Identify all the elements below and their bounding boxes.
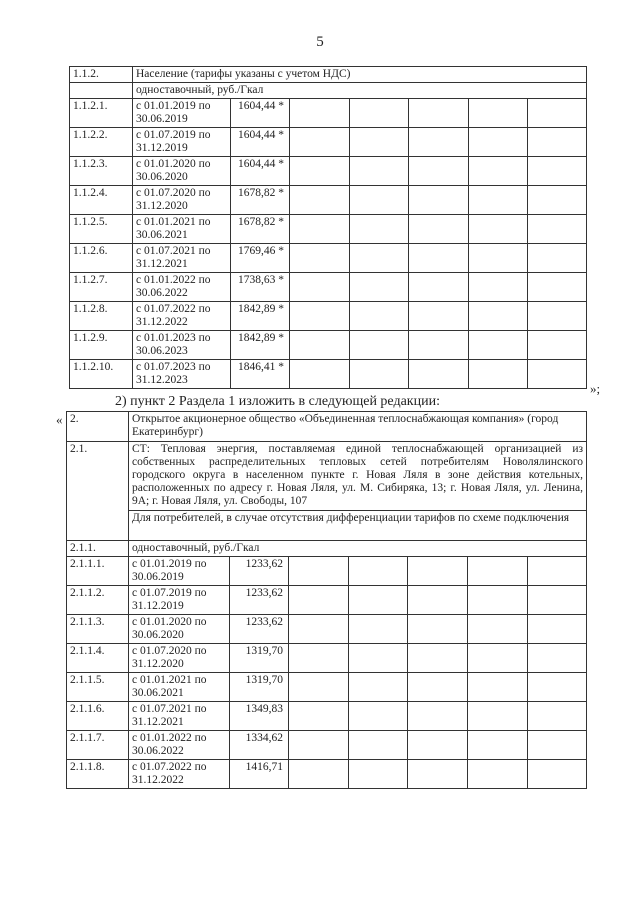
period-cell: с 01.01.2022 по 30.06.2022 bbox=[133, 273, 231, 302]
section-number: 2.1. bbox=[67, 442, 129, 541]
period-cell: с 01.01.2022 по 30.06.2022 bbox=[129, 731, 230, 760]
tariff-table-company bbox=[66, 411, 587, 789]
empty-cell bbox=[469, 244, 528, 273]
empty-cell bbox=[528, 673, 587, 702]
empty-cell bbox=[469, 99, 528, 128]
row-number: 2.1.1.4. bbox=[67, 644, 129, 673]
row-number: 1.1.2.9. bbox=[70, 331, 133, 360]
row-number: 2.1.1.5. bbox=[67, 673, 129, 702]
empty-cell bbox=[468, 731, 528, 760]
empty-cell bbox=[409, 128, 469, 157]
period-cell: с 01.07.2021 по 31.12.2021 bbox=[129, 702, 230, 731]
empty-cell bbox=[350, 331, 409, 360]
empty-cell bbox=[289, 760, 349, 789]
tariff-value: 1604,44 * bbox=[231, 157, 290, 186]
period-cell: с 01.07.2020 по 31.12.2020 bbox=[129, 644, 230, 673]
tariff-value: 1319,70 bbox=[230, 673, 289, 702]
consumers-text: Для потребителей, в случае отсутствия дифференциации тарифов по схеме подключения bbox=[129, 511, 587, 541]
tariff-value: 1604,44 * bbox=[231, 128, 290, 157]
amendment-instruction: 2) пункт 2 Раздела 1 изложить в следующей редакции: bbox=[115, 394, 440, 409]
empty-cell bbox=[469, 273, 528, 302]
row-number: 1.1.2.6. bbox=[70, 244, 133, 273]
tariff-value: 1319,70 bbox=[230, 644, 289, 673]
row-number: 2.1.1.3. bbox=[67, 615, 129, 644]
tariff-row bbox=[67, 644, 587, 673]
tariff-value: 1842,89 * bbox=[231, 302, 290, 331]
section-text: СТ: Тепловая энергия, поставляемая единой теплоснабжающей организацией из собственных распределительных тепловых сетей потребителям Новолялинского городского округа в населенном пункте г. Новая Ляля в зоне действия котельных, расположенных по адресу г. Новая Ляля, ул. М. Сибиряка, 13; г. Новая Ляля, ул. Ленина, 9А; г. Новая Ляля, ул. Свободы, 107 bbox=[129, 442, 587, 511]
tariff-row bbox=[67, 673, 587, 702]
period-cell: с 01.01.2020 по 30.06.2020 bbox=[129, 615, 230, 644]
period-cell: с 01.01.2019 по 30.06.2019 bbox=[133, 99, 231, 128]
empty-cell bbox=[468, 586, 528, 615]
period-cell: с 01.01.2019 по 30.06.2019 bbox=[129, 557, 230, 586]
opening-quote: « bbox=[56, 412, 63, 427]
empty-cell bbox=[289, 586, 349, 615]
closing-quote: »; bbox=[590, 381, 601, 396]
empty-cell bbox=[350, 273, 409, 302]
empty-cell bbox=[469, 215, 528, 244]
empty-cell bbox=[350, 128, 409, 157]
empty-cell bbox=[408, 586, 468, 615]
empty-cell bbox=[349, 586, 408, 615]
row-number: 1.1.2.3. bbox=[70, 157, 133, 186]
empty-cell bbox=[468, 760, 528, 789]
empty-cell bbox=[290, 157, 350, 186]
org-name: Открытое акционерное общество «Объединенная теплоснабжающая компания» (город Екатеринбург) bbox=[129, 412, 587, 442]
empty-cell bbox=[528, 244, 587, 273]
empty-cell bbox=[350, 244, 409, 273]
rate-type-row bbox=[67, 541, 587, 557]
empty-cell bbox=[349, 557, 408, 586]
empty-cell bbox=[409, 215, 469, 244]
tariff-row bbox=[70, 128, 587, 157]
empty-cell bbox=[528, 702, 587, 731]
empty-cell bbox=[528, 215, 587, 244]
tariff-value: 1233,62 bbox=[230, 557, 289, 586]
empty-cell bbox=[469, 360, 528, 389]
period-cell: с 01.07.2023 по 31.12.2023 bbox=[133, 360, 231, 389]
empty-cell bbox=[469, 157, 528, 186]
empty-cell bbox=[409, 302, 469, 331]
row-number: 2.1.1.6. bbox=[67, 702, 129, 731]
tariff-value: 1233,62 bbox=[230, 586, 289, 615]
period-cell: с 01.07.2021 по 31.12.2021 bbox=[133, 244, 231, 273]
tariff-row bbox=[70, 186, 587, 215]
empty-cell bbox=[409, 99, 469, 128]
tariff-row bbox=[67, 731, 587, 760]
tariff-value: 1678,82 * bbox=[231, 215, 290, 244]
empty-cell bbox=[350, 157, 409, 186]
period-cell: с 01.07.2022 по 31.12.2022 bbox=[133, 302, 231, 331]
consumers-row bbox=[67, 511, 587, 541]
empty-cell bbox=[408, 673, 468, 702]
empty-cell bbox=[350, 360, 409, 389]
tariff-value: 1416,71 bbox=[230, 760, 289, 789]
rate-type-text: одноставочный, руб./Гкал bbox=[133, 83, 587, 99]
empty-cell bbox=[528, 731, 587, 760]
row-number: 2.1.1.7. bbox=[67, 731, 129, 760]
empty-cell bbox=[528, 760, 587, 789]
rate-type-number-cell bbox=[70, 83, 133, 99]
tariff-row bbox=[70, 244, 587, 273]
tariff-value: 1842,89 * bbox=[231, 331, 290, 360]
empty-cell bbox=[408, 557, 468, 586]
tariff-value: 1334,62 bbox=[230, 731, 289, 760]
tariff-row bbox=[70, 331, 587, 360]
tariff-row bbox=[70, 157, 587, 186]
empty-cell bbox=[468, 644, 528, 673]
empty-cell bbox=[349, 760, 408, 789]
period-cell: с 01.01.2023 по 30.06.2023 bbox=[133, 331, 231, 360]
org-number: 2. bbox=[67, 412, 129, 442]
period-cell: с 01.01.2021 по 30.06.2021 bbox=[129, 673, 230, 702]
organization-row bbox=[67, 412, 587, 442]
row-number: 1.1.2.8. bbox=[70, 302, 133, 331]
period-cell: с 01.07.2022 по 31.12.2022 bbox=[129, 760, 230, 789]
row-number: 2.1.1.8. bbox=[67, 760, 129, 789]
tariff-row bbox=[67, 702, 587, 731]
empty-cell bbox=[468, 702, 528, 731]
empty-cell bbox=[349, 673, 408, 702]
empty-cell bbox=[350, 186, 409, 215]
empty-cell bbox=[468, 673, 528, 702]
empty-cell bbox=[528, 586, 587, 615]
row-number: 1.1.2.2. bbox=[70, 128, 133, 157]
empty-cell bbox=[528, 557, 587, 586]
empty-cell bbox=[289, 644, 349, 673]
tariff-row bbox=[70, 215, 587, 244]
tariff-value: 1349,83 bbox=[230, 702, 289, 731]
empty-cell bbox=[469, 331, 528, 360]
empty-cell bbox=[289, 557, 349, 586]
tariff-table-population bbox=[69, 66, 587, 389]
tariff-row bbox=[70, 273, 587, 302]
empty-cell bbox=[290, 186, 350, 215]
tariff-value: 1769,46 * bbox=[231, 244, 290, 273]
empty-cell bbox=[349, 702, 408, 731]
empty-cell bbox=[409, 331, 469, 360]
empty-cell bbox=[528, 615, 587, 644]
empty-cell bbox=[289, 731, 349, 760]
empty-cell bbox=[408, 644, 468, 673]
period-cell: с 01.07.2019 по 31.12.2019 bbox=[133, 128, 231, 157]
header-number: 1.1.2. bbox=[70, 67, 133, 83]
empty-cell bbox=[350, 99, 409, 128]
empty-cell bbox=[469, 128, 528, 157]
empty-cell bbox=[289, 673, 349, 702]
table-header-row bbox=[70, 67, 587, 83]
page-number: 5 bbox=[316, 34, 324, 50]
row-number: 1.1.2.10. bbox=[70, 360, 133, 389]
empty-cell bbox=[408, 731, 468, 760]
tariff-row bbox=[67, 615, 587, 644]
empty-cell bbox=[290, 128, 350, 157]
tariff-row bbox=[67, 586, 587, 615]
tariff-value: 1678,82 * bbox=[231, 186, 290, 215]
period-cell: с 01.07.2019 по 31.12.2019 bbox=[129, 586, 230, 615]
period-cell: с 01.01.2021 по 30.06.2021 bbox=[133, 215, 231, 244]
row-number: 1.1.2.5. bbox=[70, 215, 133, 244]
empty-cell bbox=[528, 99, 587, 128]
section-row bbox=[67, 442, 587, 511]
rate-type-text: одноставочный, руб./Гкал bbox=[129, 541, 587, 557]
empty-cell bbox=[409, 244, 469, 273]
empty-cell bbox=[409, 186, 469, 215]
row-number: 1.1.2.1. bbox=[70, 99, 133, 128]
tariff-row bbox=[70, 360, 587, 389]
empty-cell bbox=[408, 702, 468, 731]
row-number: 1.1.2.4. bbox=[70, 186, 133, 215]
rate-number: 2.1.1. bbox=[67, 541, 129, 557]
empty-cell bbox=[409, 157, 469, 186]
empty-cell bbox=[528, 273, 587, 302]
empty-cell bbox=[469, 302, 528, 331]
row-number: 2.1.1.2. bbox=[67, 586, 129, 615]
empty-cell bbox=[528, 157, 587, 186]
empty-cell bbox=[408, 615, 468, 644]
rate-type-row bbox=[70, 83, 587, 99]
row-number: 1.1.2.7. bbox=[70, 273, 133, 302]
empty-cell bbox=[290, 99, 350, 128]
tariff-value: 1738,63 * bbox=[231, 273, 290, 302]
empty-cell bbox=[349, 615, 408, 644]
empty-cell bbox=[290, 302, 350, 331]
empty-cell bbox=[528, 360, 587, 389]
tariff-row bbox=[70, 302, 587, 331]
empty-cell bbox=[350, 215, 409, 244]
empty-cell bbox=[408, 760, 468, 789]
empty-cell bbox=[290, 331, 350, 360]
row-number: 2.1.1.1. bbox=[67, 557, 129, 586]
empty-cell bbox=[349, 644, 408, 673]
period-cell: с 01.07.2020 по 31.12.2020 bbox=[133, 186, 231, 215]
period-cell: с 01.01.2020 по 30.06.2020 bbox=[133, 157, 231, 186]
empty-cell bbox=[528, 128, 587, 157]
empty-cell bbox=[290, 244, 350, 273]
empty-cell bbox=[468, 557, 528, 586]
tariff-value: 1233,62 bbox=[230, 615, 289, 644]
empty-cell bbox=[290, 273, 350, 302]
tariff-value: 1604,44 * bbox=[231, 99, 290, 128]
tariff-row bbox=[70, 99, 587, 128]
tariff-row bbox=[67, 760, 587, 789]
tariff-value: 1846,41 * bbox=[231, 360, 290, 389]
empty-cell bbox=[409, 273, 469, 302]
empty-cell bbox=[350, 302, 409, 331]
empty-cell bbox=[469, 186, 528, 215]
tariff-row bbox=[67, 557, 587, 586]
header-text: Население (тарифы указаны с учетом НДС) bbox=[133, 67, 587, 83]
empty-cell bbox=[528, 644, 587, 673]
empty-cell bbox=[289, 615, 349, 644]
empty-cell bbox=[528, 302, 587, 331]
empty-cell bbox=[349, 731, 408, 760]
empty-cell bbox=[290, 215, 350, 244]
empty-cell bbox=[468, 615, 528, 644]
empty-cell bbox=[528, 331, 587, 360]
empty-cell bbox=[409, 360, 469, 389]
empty-cell bbox=[289, 702, 349, 731]
empty-cell bbox=[290, 360, 350, 389]
empty-cell bbox=[528, 186, 587, 215]
